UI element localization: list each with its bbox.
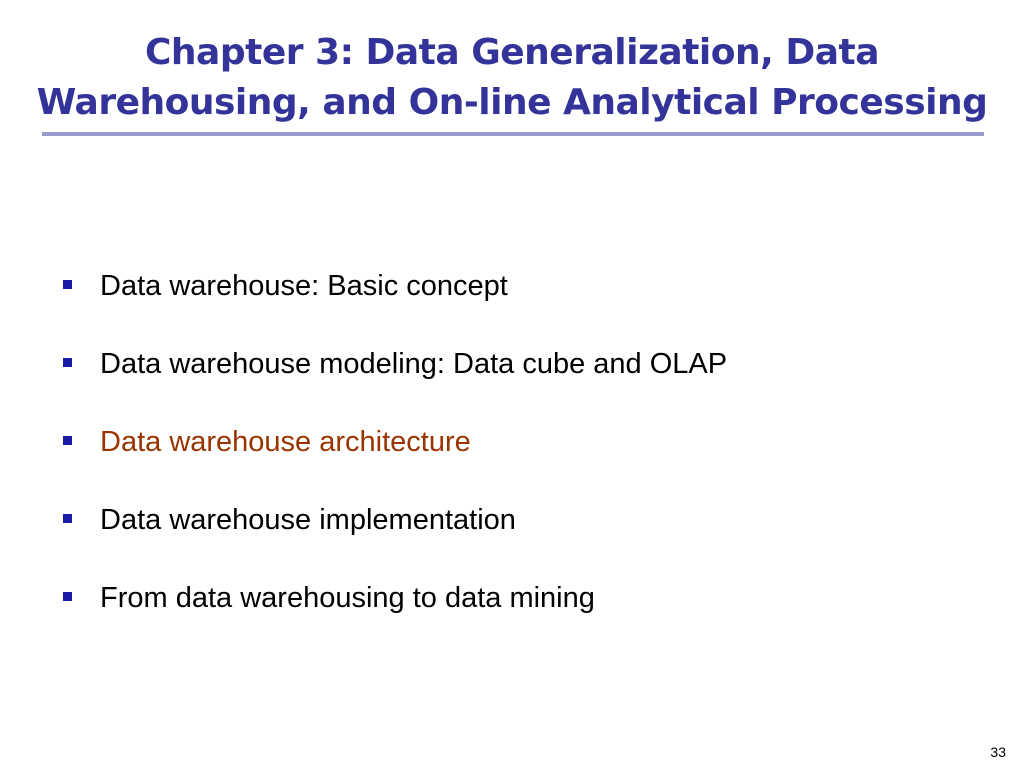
bullet-list xyxy=(0,258,1024,648)
bullet-text: Data warehouse: Basic concept xyxy=(100,270,508,302)
slide-title xyxy=(20,28,1004,128)
bullet-item xyxy=(0,258,1024,336)
bullet-item xyxy=(0,492,1024,570)
bullet-text: Data warehouse modeling: Data cube and OLAP xyxy=(100,348,728,380)
slide-title-line-2: Warehousing, and On-line Analytical Processing xyxy=(36,82,988,123)
square-bullet-icon xyxy=(63,592,72,601)
bullet-item xyxy=(0,570,1024,648)
bullet-item xyxy=(0,336,1024,414)
bullet-text-highlighted: Data warehouse architecture xyxy=(100,426,471,458)
bullet-item-current xyxy=(0,414,1024,492)
slide-title-line-1: Chapter 3: Data Generalization, Data xyxy=(145,32,879,73)
square-bullet-icon xyxy=(63,436,72,445)
square-bullet-icon xyxy=(63,358,72,367)
title-underline-rule xyxy=(42,132,984,136)
bullet-text: From data warehousing to data mining xyxy=(100,582,595,614)
square-bullet-icon xyxy=(63,280,72,289)
bullet-text: Data warehouse implementation xyxy=(100,504,516,536)
page-number: 33 xyxy=(990,744,1006,760)
square-bullet-icon xyxy=(63,514,72,523)
